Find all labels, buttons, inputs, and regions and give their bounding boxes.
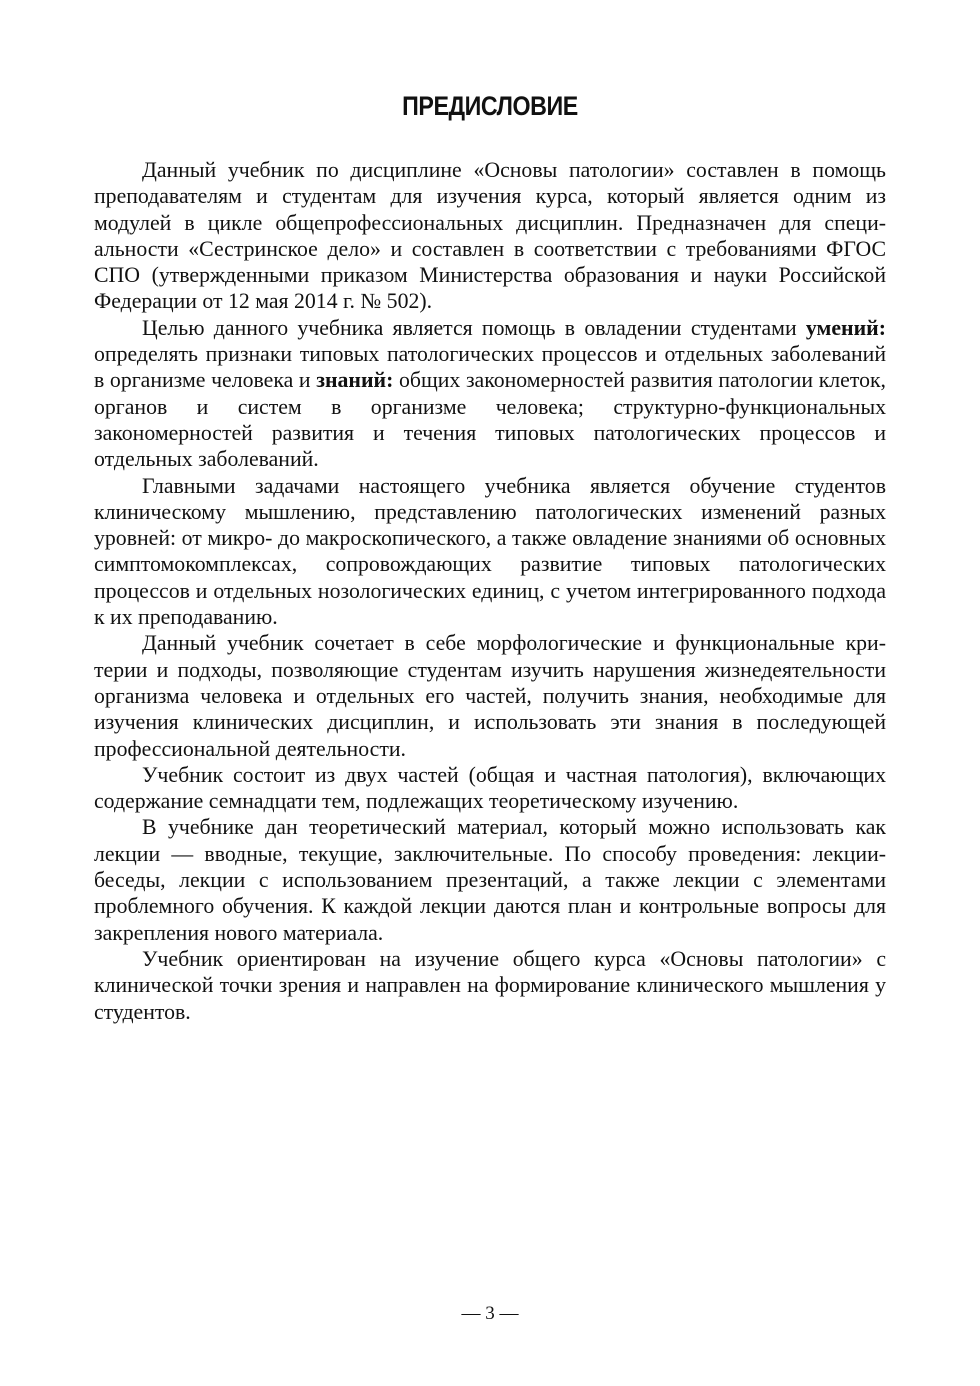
paragraph-2-bold-knowledge: знаний: — [316, 368, 394, 393]
paragraph-2-text-c: определять признаки типовых патологических процессов и отдельных заболеваний в организме человека и — [94, 342, 886, 393]
paragraph-2-text-a: Целью данного учебника является помощь в овладении студентами — [142, 315, 806, 340]
paragraph-6: В учебнике дан теоретический материал, который можно использовать как лекции — вводные, текущие, заключительные. По способу проведения: лекции-беседы, лекции с использованием презентаций, а также лекции с элементами проблемного обучения. К каждой лекции даются план и контрольные вопросы для закрепления нового материала. — [94, 815, 886, 945]
paragraph-2-bold-skills: умений: — [805, 315, 886, 340]
paragraph-1: Данный учебник по дисциплине «Основы патологии» составлен в помощь преподавателям и студентам для изучения курса, который является одним из модулей в цикле общепрофессиональных дисциплин. Предназначен для специальности «Сестринское дело» и составлен в соответствии с требованиями ФГОС СПО (утвержденными приказом Министерства образования и науки Российской Федерации от 12 мая 2014 г. № 502). — [94, 158, 886, 314]
page-number: — 3 — — [461, 1303, 519, 1324]
paragraph-4: Данный учебник сочетает в себе морфологические и функциональные критерии и подходы, позволяющие студентам изучить нарушения жизнедеятельности организма человека и отдельных его частей, получить знания, необходимые для изучения клинических дисциплин, и использовать эти знания в последующей профессиональной деятельности. — [94, 631, 886, 761]
paragraph-2 — [94, 315, 886, 473]
paragraph-3: Главными задачами настоящего учебника является обучение студентов клиническому мышлению, представлению патологических изменений разных уровней: от микро- до макроскопического, а также овладение знаниями об основных симптомокомплексах, сопровождающих развитие типовых патологических процессов и отдельных нозологических единиц, с учетом интегрированного подхода к их преподаванию. — [94, 473, 886, 630]
paragraph-7: Учебник ориентирован на изучение общего курса «Основы патологии» с клинической точки зрения и направлен на формирование клинического мышления у студентов. — [94, 946, 886, 1024]
page-title: ПРЕДИСЛОВИЕ — [402, 91, 578, 121]
paragraph-2-text-e: общих закономерностей развития патологии клеток, органов и систем в организме человека; структурно-функциональных закономерностей развития и течения типовых патологических процессов и отдельных заболеваний. — [94, 368, 887, 472]
paragraph-5: Учебник состоит из двух частей (общая и частная патология), включающих содержание семнадцати тем, подлежащих теоретическому изучению. — [94, 762, 886, 814]
preface-body — [94, 157, 886, 1025]
